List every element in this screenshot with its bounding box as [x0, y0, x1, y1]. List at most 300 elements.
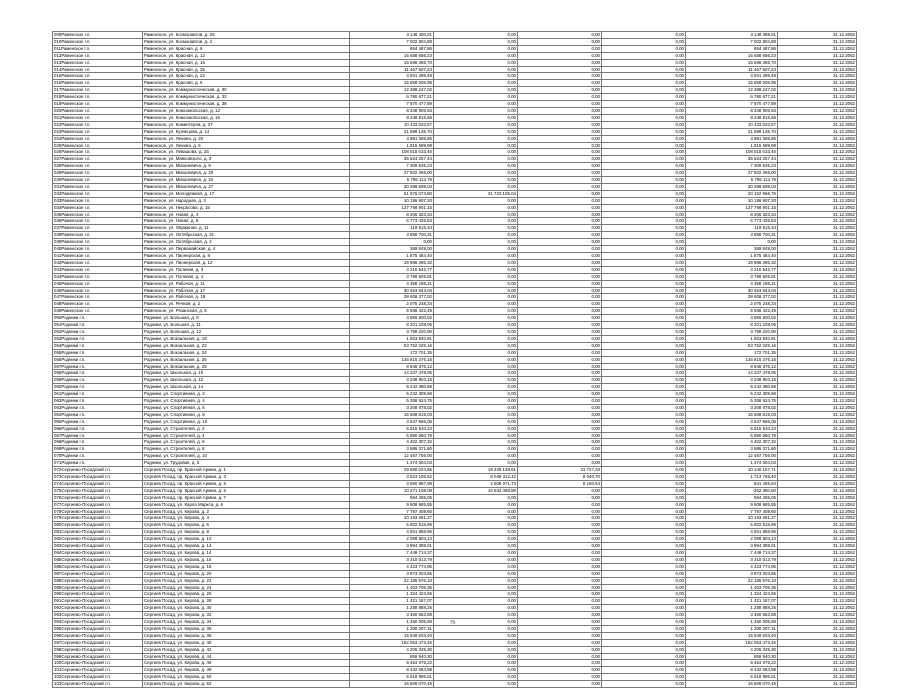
row-number: 073	[54, 474, 62, 479]
locality-cell	[53, 508, 143, 515]
deduction-cell-3: 0,00	[602, 480, 686, 487]
address-cell: Раменское, ул. Красная, д. 12	[143, 52, 350, 59]
deduction-cell-1: 0,00	[434, 121, 518, 128]
locality-label: Раменское г.п.	[61, 114, 91, 120]
amount-cell: 1 324 423,65	[350, 591, 434, 598]
deduction-cell-1: 0,00	[434, 660, 518, 667]
deduction-cell-3: 0,00	[602, 294, 686, 301]
table-row	[53, 315, 857, 322]
locality-cell	[53, 259, 143, 266]
locality-cell	[53, 404, 143, 411]
amount-cell: 35 524 257,44	[350, 156, 434, 163]
date-cell: 31.12.2052	[778, 563, 857, 570]
row-number: 018	[54, 94, 62, 100]
table-row	[53, 494, 857, 501]
date-cell: 31.12.2052	[778, 225, 857, 232]
deduction-cell-2: 0,00	[518, 598, 602, 605]
total-cell: 7 449 714,37	[686, 549, 778, 556]
locality-cell	[53, 370, 143, 377]
date-cell: 31.12.2052	[778, 156, 857, 163]
amount-cell: 1 450 005,88	[350, 619, 434, 626]
deduction-cell-3: 0,00	[602, 529, 686, 536]
row-number: 044	[54, 273, 62, 279]
address-cell: Раменское, ул. Новая, д. 6	[143, 218, 350, 225]
table-row	[53, 653, 857, 660]
deduction-cell-3: 0,00	[602, 439, 686, 446]
deduction-cell-1: 0,00	[434, 308, 518, 315]
table-row	[53, 501, 857, 508]
locality-label: Раменское г.п.	[61, 259, 91, 265]
date-cell: 31.12.2052	[778, 446, 857, 453]
total-cell: 10 183 381,27	[686, 515, 778, 522]
deduction-cell-2: 0,00	[518, 591, 602, 598]
date-cell: 31.12.2052	[778, 439, 857, 446]
address-cell: Раменское, ул. Овражная, д. 11	[143, 225, 350, 232]
date-cell: 31.12.2052	[778, 142, 857, 149]
locality-cell	[53, 73, 143, 80]
deduction-cell-2: 0,00	[518, 59, 602, 66]
deduction-cell-3: 0,00	[602, 45, 686, 52]
table-row	[53, 404, 857, 411]
amount-cell: 30 398 599,03	[350, 183, 434, 190]
total-cell: 22 185 976,10	[686, 577, 778, 584]
table-row	[53, 536, 857, 543]
amount-cell: 10 271 108,08	[350, 487, 434, 494]
locality-cell	[53, 322, 143, 329]
deduction-cell-3: 0,00	[602, 121, 686, 128]
deduction-cell-3: 0,00	[602, 404, 686, 411]
amount-cell: 584 495,05	[350, 494, 434, 501]
date-cell: 31.12.2052	[778, 515, 857, 522]
address-cell: Родники, ул. Трудовая, д. 5	[143, 460, 350, 467]
row-number: 043	[54, 266, 62, 272]
address-cell: Сергиев Посад, пр. Красной Армии, д. 7	[143, 494, 350, 501]
date-cell: 31.12.2052	[778, 101, 857, 108]
table-row	[53, 335, 857, 342]
locality-label: Сергиево-Посадский г.п.	[61, 660, 111, 666]
deduction-cell-2: 0,00	[518, 322, 602, 329]
table-row	[53, 446, 857, 453]
address-cell: Раменское, ул. Рязанская, д. 8	[143, 308, 350, 315]
deduction-cell-3: 0,00	[602, 398, 686, 405]
locality-cell	[53, 674, 143, 681]
deduction-cell-2: 0,00	[518, 674, 602, 681]
amount-cell: 5 618 895,61	[350, 674, 434, 681]
amount-cell: 8 432 084,98	[350, 667, 434, 674]
deduction-cell-3: 0,00	[602, 584, 686, 591]
total-cell: 15 698 365,70	[686, 59, 778, 66]
locality-cell	[53, 190, 143, 197]
amount-cell: 7 309 535,23	[350, 163, 434, 170]
deduction-cell-3: 0,00	[602, 418, 686, 425]
deduction-cell-3: 0,00	[602, 107, 686, 114]
total-cell: 10 433 833,57	[686, 121, 778, 128]
deduction-cell-3: 0,00	[602, 38, 686, 45]
address-cell: Сергиев Посад, ул. Кирова, д. 24	[143, 584, 350, 591]
locality-cell	[53, 584, 143, 591]
amount-cell: 7 002 804,88	[350, 38, 434, 45]
deduction-cell-3: 0,00	[602, 612, 686, 619]
locality-label: Раменское г.п.	[61, 204, 91, 210]
total-cell: 1 308 207,31	[686, 625, 778, 632]
date-cell: 31.12.2052	[778, 487, 857, 494]
deduction-cell-3: 0,00	[602, 411, 686, 418]
amount-cell: 3 865 600,02	[350, 315, 434, 322]
locality-label: Сергиево-Посадский г.п.	[61, 563, 111, 569]
deduction-cell-1: 0,00	[434, 494, 518, 501]
amount-cell: 5 815 910,23	[350, 425, 434, 432]
deduction-cell-2: 0,00	[518, 246, 602, 253]
deduction-cell-1: 0,00	[434, 52, 518, 59]
row-number: 063	[54, 404, 62, 410]
locality-label: Сергиево-Посадский г.п.	[61, 584, 111, 590]
deduction-cell-1: 0,00	[434, 619, 518, 626]
locality-cell	[53, 474, 143, 481]
row-number: 097	[54, 639, 62, 645]
locality-label: Сергиево-Посадский г.п.	[61, 515, 111, 521]
deduction-cell-1: 0,00	[434, 363, 518, 370]
locality-cell	[53, 632, 143, 639]
deduction-cell-2: 0,00	[518, 177, 602, 184]
date-cell: 31.12.2052	[778, 107, 857, 114]
total-cell: 7 797 409,60	[686, 508, 778, 515]
deduction-cell-2: 0,00	[518, 45, 602, 52]
deduction-cell-2: 0,00	[518, 667, 602, 674]
total-cell: 5 618 895,61	[686, 674, 778, 681]
deduction-cell-3: 0,00	[602, 163, 686, 170]
row-number: 037	[54, 225, 62, 231]
deduction-cell-1: 0,00	[434, 259, 518, 266]
page-number: 79	[450, 621, 455, 626]
deduction-cell-3: 0,00	[602, 653, 686, 660]
locality-cell	[53, 204, 143, 211]
deduction-cell-3: 0,00	[602, 308, 686, 315]
deduction-cell-3: 0,00	[602, 287, 686, 294]
locality-cell	[53, 453, 143, 460]
row-number: 100	[54, 660, 62, 666]
date-cell: 31.12.2052	[778, 170, 857, 177]
deduction-cell-2: 0,00	[518, 301, 602, 308]
deduction-cell-2: 0,00	[518, 156, 602, 163]
deduction-cell-3: 0,00	[602, 467, 686, 474]
address-cell: Родники, ул. Строителей, д. 8	[143, 446, 350, 453]
amount-cell: 6 780 677,21	[350, 94, 434, 101]
table-row	[53, 370, 857, 377]
deduction-cell-1: 0,00	[434, 32, 518, 39]
row-number: 060	[54, 384, 62, 390]
amount-cell: 3 981 085,86	[350, 135, 434, 142]
locality-label: Родники г.п.	[61, 363, 86, 369]
date-cell: 31.12.2052	[778, 266, 857, 273]
deduction-cell-3: 0,00	[602, 342, 686, 349]
total-cell: 6 773 439,53	[686, 218, 778, 225]
locality-label: Родники г.п.	[61, 335, 86, 341]
deduction-cell-2: 0,00	[518, 619, 602, 626]
deduction-cell-2: 0,00	[518, 52, 602, 59]
locality-cell	[53, 80, 143, 87]
address-cell: Раменское, ул. Пионерская, д. 8	[143, 253, 350, 260]
address-cell: Сергиев Посад, ул. Кирова, д. 14	[143, 549, 350, 556]
address-cell: Сергиев Посад, ул. Кирова, д. 2	[143, 508, 350, 515]
address-cell: Раменское, ул. Коммунистическая, д. 38	[143, 101, 350, 108]
date-cell: 31.12.2052	[778, 87, 857, 94]
deduction-cell-3: 0,00	[602, 177, 686, 184]
deduction-cell-2: 0,00	[518, 66, 602, 73]
table-row	[53, 197, 857, 204]
row-number: 035	[54, 211, 62, 217]
deduction-cell-2: 0,00	[518, 536, 602, 543]
date-cell: 31.12.2052	[778, 45, 857, 52]
date-cell: 31.12.2052	[778, 625, 857, 632]
row-number: 017	[54, 87, 62, 93]
address-cell: Раменское, ул. Красная, д. 22	[143, 73, 350, 80]
locality-label: Родники г.п.	[61, 349, 86, 355]
locality-cell	[53, 156, 143, 163]
deduction-cell-1: 0,00	[434, 246, 518, 253]
amount-cell: 22 185 976,10	[350, 577, 434, 584]
total-cell: 1 403 706,35	[686, 584, 778, 591]
total-cell: 16 658 656,23	[686, 52, 778, 59]
locality-cell	[53, 114, 143, 121]
address-cell: Раменское, ул. Ленина, д. 5	[143, 142, 350, 149]
locality-cell	[53, 667, 143, 674]
address-cell: Сергиев Посад, пр. Красной Армии, д. 3	[143, 474, 350, 481]
deduction-cell-2: 0,00	[518, 315, 602, 322]
total-cell: 1 713 765,40	[686, 474, 778, 481]
table-row	[53, 218, 857, 225]
date-cell: 31.12.2052	[778, 342, 857, 349]
table-row	[53, 114, 857, 121]
deduction-cell-1: 0,00	[434, 149, 518, 156]
deduction-cell-3: 0,00	[602, 508, 686, 515]
locality-cell	[53, 391, 143, 398]
address-cell: Сергиев Посад, ул. Кирова, д. 12	[143, 543, 350, 550]
deduction-cell-2: 0,00	[518, 225, 602, 232]
amount-cell: 15 858 006,99	[350, 80, 434, 87]
locality-label: Раменское г.п.	[61, 308, 91, 314]
deduction-cell-2: 0,00	[518, 653, 602, 660]
deduction-cell-2: 0,00	[518, 632, 602, 639]
locality-label: Сергиево-Посадский г.п.	[61, 467, 111, 473]
row-number: 061	[54, 391, 62, 397]
total-cell: 3 239 803,18	[686, 377, 778, 384]
deduction-cell-1: 0,00	[434, 197, 518, 204]
date-cell: 31.12.2052	[778, 135, 857, 142]
locality-label: Родники г.п.	[61, 439, 86, 445]
address-cell: Сергиев Посад, ул. Кирова, д. 40	[143, 639, 350, 646]
amount-cell: 9 463 075,22	[350, 660, 434, 667]
date-cell: 31.12.2052	[778, 508, 857, 515]
deduction-cell-1: 10 533 498,88	[434, 487, 518, 494]
date-cell: 31.12.2052	[778, 349, 857, 356]
date-cell: 31.12.2052	[778, 335, 857, 342]
deduction-cell-3: 0,00	[602, 632, 686, 639]
amount-cell: 152 053 473,45	[350, 639, 434, 646]
table-row	[53, 211, 857, 218]
amount-cell: 1 288 888,25	[350, 605, 434, 612]
deduction-cell-1: 0,00	[434, 87, 518, 94]
deduction-cell-3: 0,00	[602, 522, 686, 529]
row-number: 080	[54, 522, 62, 528]
deduction-cell-3: 0,00	[602, 536, 686, 543]
amount-cell: 53 752 325,16	[350, 342, 434, 349]
row-number: 083	[54, 543, 62, 549]
locality-cell	[53, 218, 143, 225]
address-cell: Раменское, ул. Красная, д. 16	[143, 59, 350, 66]
locality-label: Раменское г.п.	[61, 183, 91, 189]
deduction-cell-1: 0,00	[434, 211, 518, 218]
address-cell: Раменское, ул. Коммунистическая, д. 30	[143, 87, 350, 94]
locality-label: Раменское г.п.	[61, 225, 91, 231]
date-cell: 31.12.2052	[778, 522, 857, 529]
locality-cell	[53, 384, 143, 391]
deduction-cell-2: 0,00	[518, 101, 602, 108]
locality-label: Раменское г.п.	[61, 266, 91, 272]
table-row	[53, 322, 857, 329]
amount-cell: 10 433 833,57	[350, 121, 434, 128]
deduction-cell-2: 0,00	[518, 232, 602, 239]
deduction-cell-3: 0,00	[602, 563, 686, 570]
total-cell: 8 348 905,63	[686, 107, 778, 114]
date-cell: 31.12.2052	[778, 280, 857, 287]
locality-cell	[53, 183, 143, 190]
address-cell: Раменское, ул. Кузнецова, д. 14	[143, 128, 350, 135]
table-row	[53, 605, 857, 612]
total-cell: 145 815 376,15	[686, 356, 778, 363]
deduction-cell-3: 0,00	[602, 494, 686, 501]
address-cell: Родники, ул. Большая, д. 12	[143, 328, 350, 335]
amount-cell: 5 980 550,79	[350, 432, 434, 439]
deduction-cell-1: 0,00	[434, 508, 518, 515]
table-row	[53, 543, 857, 550]
deduction-cell-3: 0,00	[602, 170, 686, 177]
deduction-cell-1: 0,00	[434, 460, 518, 467]
table-row	[53, 363, 857, 370]
address-cell: Раменское, ул. Новая, д. 4	[143, 211, 350, 218]
total-cell: 369 848,00	[686, 246, 778, 253]
deduction-cell-3: 0,00	[602, 328, 686, 335]
address-cell: Раменское, ул. Октябрьская, д. 21	[143, 232, 350, 239]
total-cell: 3 799 925,91	[686, 273, 778, 280]
locality-label: Сергиево-Посадский г.п.	[61, 494, 111, 500]
total-cell: 108 015 033,45	[686, 149, 778, 156]
amount-cell: 5 242 309,98	[350, 391, 434, 398]
amount-cell: 3 850 987,98	[350, 480, 434, 487]
row-number: 056	[54, 356, 62, 362]
table-row	[53, 591, 857, 598]
deduction-cell-2: 0,00	[518, 612, 602, 619]
locality-label: Раменское г.п.	[61, 128, 91, 134]
table-row	[53, 128, 857, 135]
total-cell: 3 894 398,01	[686, 543, 778, 550]
deduction-cell-1: 0,00	[434, 45, 518, 52]
row-number: 085	[54, 556, 62, 562]
total-cell: 3 973 003,86	[686, 570, 778, 577]
locality-label: Родники г.п.	[61, 398, 86, 404]
total-cell: 3 210 542,77	[686, 266, 778, 273]
deduction-cell-2: 0,00	[518, 391, 602, 398]
date-cell: 31.12.2052	[778, 398, 857, 405]
row-number: 033	[54, 197, 62, 203]
locality-label: Раменское г.п.	[61, 253, 91, 258]
locality-label: Родники г.п.	[61, 425, 86, 431]
date-cell: 31.12.2052	[778, 259, 857, 266]
table-row	[53, 667, 857, 674]
deduction-cell-2: 0,00	[518, 280, 602, 287]
amount-cell: 3 823 106,52	[350, 474, 434, 481]
total-cell: 152 053 473,45	[686, 639, 778, 646]
row-number: 096	[54, 632, 62, 638]
deduction-cell-3: 0,00	[602, 80, 686, 87]
deduction-cell-2: 8 160,54	[518, 480, 602, 487]
date-cell: 31.12.2052	[778, 322, 857, 329]
row-number: 055	[54, 349, 62, 355]
table-row	[53, 384, 857, 391]
amount-cell: 21 588 135,70	[350, 128, 434, 135]
locality-label: Раменское г.п.	[61, 45, 91, 51]
row-number: 084	[54, 549, 62, 555]
date-cell: 31.12.2052	[778, 556, 857, 563]
deduction-cell-1: 0,00	[434, 501, 518, 508]
address-cell: Сергиев Посад, ул. Кирова, д. 18	[143, 563, 350, 570]
row-number: 079	[54, 515, 62, 521]
row-number: 054	[54, 342, 62, 348]
deduction-cell-1: 0,00	[434, 612, 518, 619]
deduction-cell-1: 0,00	[434, 605, 518, 612]
locality-label: Сергиево-Посадский г.п.	[61, 625, 111, 631]
address-cell: Раменское, ул. Комсомольская, д. 16	[143, 114, 350, 121]
deduction-cell-1: 2 508 071,73	[434, 480, 518, 487]
address-cell: Родники, ул. Спортивная, д. 2	[143, 391, 350, 398]
date-cell: 31.12.2052	[778, 218, 857, 225]
locality-cell	[53, 549, 143, 556]
table-row	[53, 646, 857, 653]
amount-cell: 3 973 003,86	[350, 570, 434, 577]
amount-cell: 3 798 220,90	[350, 328, 434, 335]
deduction-cell-1: 0,00	[434, 315, 518, 322]
date-cell: 31.12.2052	[778, 211, 857, 218]
deduction-cell-1: 0,00	[434, 515, 518, 522]
deduction-cell-1: 0,00	[434, 439, 518, 446]
deduction-cell-2: 0,00	[518, 377, 602, 384]
date-cell: 31.12.2052	[778, 453, 857, 460]
address-cell: Раменское, ул. Космонавтов, д. 2	[143, 38, 350, 45]
row-number: 046	[54, 287, 62, 293]
total-cell: 10 140 157,71	[686, 467, 778, 474]
deduction-cell-1: 0,00	[434, 522, 518, 529]
deduction-cell-1: 8 049 312,42	[434, 474, 518, 481]
row-number: 101	[54, 667, 62, 673]
total-cell: 1 815 599,99	[686, 142, 778, 149]
total-cell: 3 148 399,01	[686, 32, 778, 39]
table-row	[53, 177, 857, 184]
deduction-cell-2: 0,00	[518, 94, 602, 101]
deduction-cell-3: 0,00	[602, 577, 686, 584]
amount-cell: 29 580 024,65	[350, 467, 434, 474]
address-cell: Сергиев Посад, ул. Кирова, д. 22	[143, 577, 350, 584]
amount-cell: 3 310 013,79	[350, 556, 434, 563]
locality-cell	[53, 639, 143, 646]
table-row	[53, 328, 857, 335]
amount-cell: 127 798 901,15	[350, 204, 434, 211]
deduction-cell-1: 0,00	[434, 391, 518, 398]
deduction-cell-1: 0,00	[434, 632, 518, 639]
deduction-cell-1: 0,00	[434, 577, 518, 584]
deduction-cell-3: 0,00	[602, 639, 686, 646]
row-number: 103	[54, 681, 62, 687]
deduction-cell-3: 0,00	[602, 605, 686, 612]
amount-cell: 3 460 553,88	[350, 612, 434, 619]
